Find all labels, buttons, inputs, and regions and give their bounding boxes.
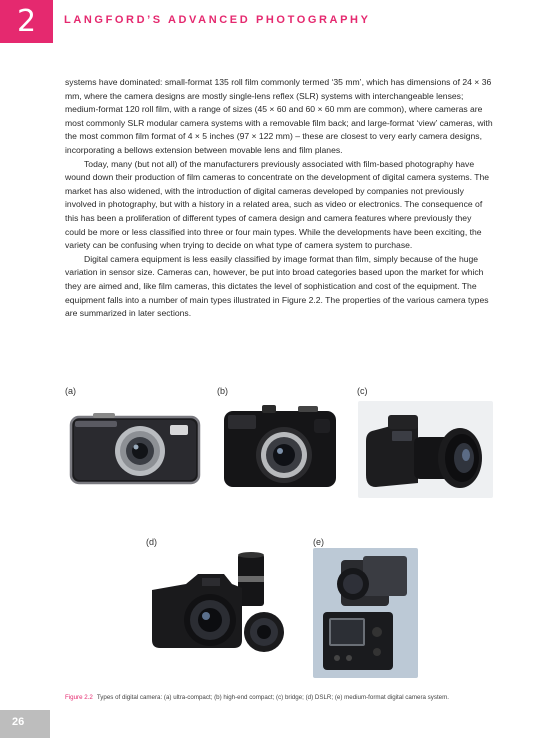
body-text: [65, 76, 493, 321]
page-number: 26: [12, 716, 25, 728]
photo-bridge-camera: [358, 401, 493, 498]
photo-ultra-compact-camera: [65, 397, 210, 497]
figure-label-a: (a): [65, 386, 76, 396]
paragraph-2: Today, many (but not all) of the manufacturers previously associated with film-based photography have wound down their production of film cameras to concentrate on the development of digital camera systems. The market has also widened, with the introduction of digital cameras developed by companies not previously involved in photography, but with a history in a related area, such as video or electronics. The consequence of this has been a proliferation of different types of camera design and camera features where previously they could be more or less classified into three or four main types. While the developments have been exciting, the variety can be confusing when trying to decide on what type of camera system to purchase.: [65, 158, 490, 251]
chapter-number-tab: 2: [0, 0, 53, 43]
paragraph-3: Digital camera equipment is less easily classified by image format than film, simply because of the huge variation in sensor size. Cameras can, however, be put into broad categories based upon the market for which they are aimed and, like film cameras, this dictates the level of sophistication and cost of the equipment. The equipment falls into a number of main types illustrated in Figure 2.2. The properties of the various camera types are summarized in later sections.: [65, 253, 489, 319]
figure-caption: [65, 694, 525, 701]
figure-label-c: (c): [357, 386, 368, 396]
figure-caption-number: Figure 2.2: [65, 694, 93, 701]
photo-dslr-camera-kit: [146, 548, 296, 660]
photo-high-end-compact-camera: [218, 397, 343, 497]
figure-label-e: (e): [313, 537, 324, 547]
figure-label-d: (d): [146, 537, 157, 547]
figure-label-b: (b): [217, 386, 228, 396]
paragraph-1: systems have dominated: small-format 135 roll film commonly termed ‘35 mm’, which has dimensions of 24 × 36 mm, where the camera designs are mostly single-lens reflex (SLR) systems with interchangeable lenses; medium-format 120 roll film, with a range of sizes (45 × 60 and 60 × 60 mm are common), where cameras are most commonly SLR modular camera systems with a removable film back; and large-format ‘view’ cameras, with the most common film format of 4 × 5 inches (97 × 122 mm) – these are closest to very early camera designs, incorporating a bellows extension between movable lens and film planes.: [65, 77, 493, 155]
page-number-strip: [0, 710, 50, 738]
running-head: LANGFORD’S ADVANCED PHOTOGRAPHY: [64, 14, 371, 26]
photo-medium-format-system: [313, 548, 418, 678]
figure-caption-text: Types of digital camera: (a) ultra-compact; (b) high-end compact; (c) bridge; (d) DSLR; (e) medium-format digital camera system.: [96, 694, 449, 701]
